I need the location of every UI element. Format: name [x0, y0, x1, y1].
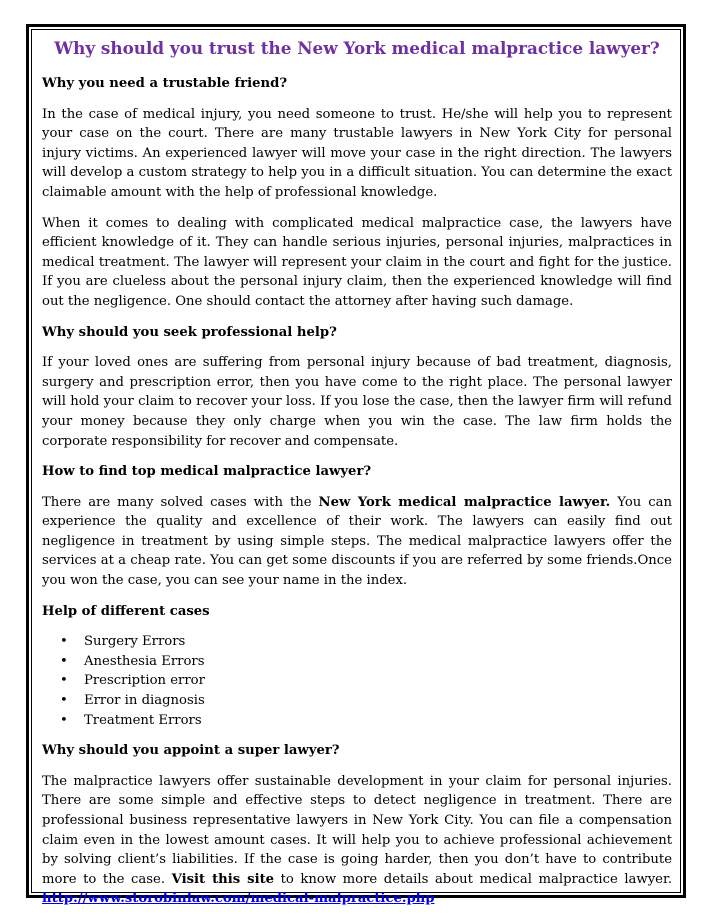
list-item-label: Error in diagnosis [84, 693, 205, 709]
section-heading-different-cases: Help of different cases [42, 603, 210, 619]
list-item-label: Treatment Errors [84, 712, 202, 728]
section-heading-super-lawyer: Why should you appoint a super lawyer? [42, 743, 340, 759]
paragraph-trustable-friend-1: In the case of medical injury, you need someone to trust. He/she will help you to represent your case on the court. There are many trustable lawyers in New York City for personal injury victims. An experienced lawyer will move your case in the right direction. The lawyers will develop a custom strategy to help you in a difficult situation. You can determine the exact claimable amount with the help of professional knowledge. [42, 106, 672, 200]
page-title: Why should you trust the New York medical malpractice lawyer? [54, 38, 660, 58]
website-link[interactable]: http://www.storobinlaw.com/medical-malpractice.php [42, 891, 435, 907]
bold-phrase-ny-lawyer: New York medical malpractice lawyer. [318, 494, 611, 510]
bullet-icon: • [60, 693, 68, 709]
cases-list [42, 632, 672, 730]
text-segment: You can experience the quality and excellence of their work. The lawyers can easily find out negligence in treatment by using simple steps. The medical malpractice lawyers offer the services at a cheap rate. You can get some discounts if you are referred by some friends.Once you won the case, you can see your name in the index. [42, 494, 672, 589]
text-segment: The malpractice lawyers offer sustainable development in your claim for personal injuries. There are some simple and effective steps to detect negligence in treatment. There are professional business representative lawyers in New York City. You can file a compensation claim even in the lowest amount cases. It will help you to achieve professional achievement by solving client’s liabilities. If the case is going harder, then you don’t have to contribute more to the case. [42, 773, 672, 887]
list-item [42, 632, 672, 652]
paragraph-find-lawyer [42, 493, 672, 591]
list-item [42, 711, 672, 731]
bullet-icon: • [60, 634, 68, 650]
list-item [42, 691, 672, 711]
paragraph-professional-help: If your loved ones are suffering from personal injury because of bad treatment, diagnosis, surgery and prescription error, then you have come to the right place. The personal lawyer will hold your claim to recover your loss. If you lose the case, then the lawyer firm will refund your money because they only charge when you win the case. The law firm holds the corporate responsibility for recover and compensate. [42, 355, 672, 449]
section-heading-find-lawyer: How to find top medical malpractice lawyer? [42, 464, 372, 480]
visit-site-link-text[interactable]: Visit this site [171, 871, 275, 887]
section-heading-professional-help: Why should you seek professional help? [42, 324, 337, 340]
bullet-icon: • [60, 712, 68, 728]
text-segment: to know more details about medical malpractice lawyer. [274, 871, 673, 887]
section-heading-trustable-friend: Why you need a trustable friend? [42, 76, 288, 91]
list-item [42, 671, 672, 691]
list-item [42, 652, 672, 672]
list-item-label: Anesthesia Errors [84, 653, 205, 669]
paragraph-super-lawyer [42, 772, 672, 909]
bullet-icon: • [60, 673, 68, 689]
text-segment: There are many solved cases with the [42, 494, 319, 510]
bullet-icon: • [60, 653, 68, 669]
list-item-label: Surgery Errors [84, 634, 186, 650]
paragraph-trustable-friend-2: When it comes to dealing with complicated medical malpractice case, the lawyers have efficient knowledge of it. They can handle serious injuries, personal injuries, malpractices in medical treatment. The lawyer will represent your claim in the court and fight for the justice. If you are clueless about the personal injury claim, then the experienced knowledge will find out the negligence. One should contact the attorney after having such damage. [42, 215, 672, 309]
list-item-label: Prescription error [84, 673, 205, 689]
document-body [42, 36, 672, 920]
